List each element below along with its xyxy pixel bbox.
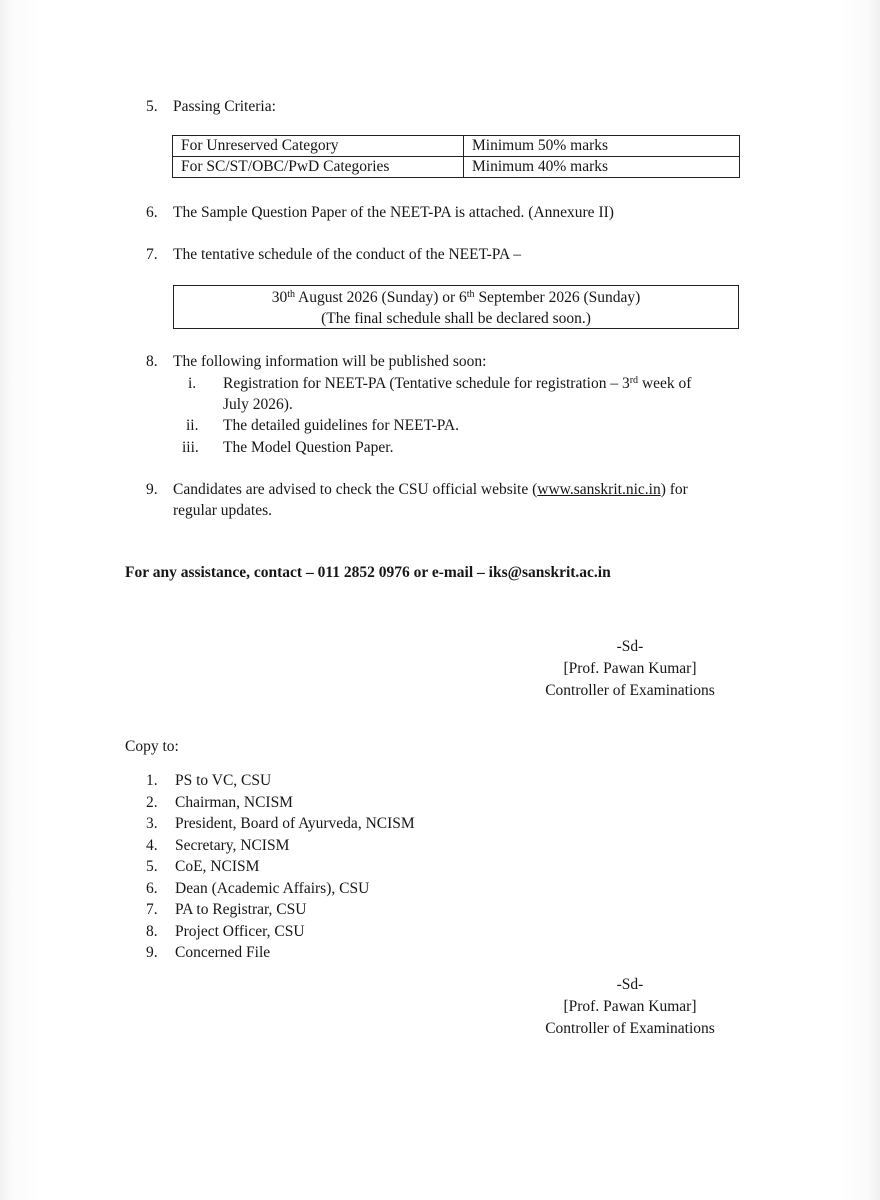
subitem-ii-number: ii. — [186, 417, 199, 434]
list-item: 7. PA to Registrar, CSU — [146, 901, 307, 918]
signature-block — [520, 974, 740, 1040]
subitem-iii-text: The Model Question Paper. — [223, 439, 394, 456]
item-9-number: 9. — [146, 481, 158, 498]
contact-line: For any assistance, contact – 011 2852 0976 or e-mail – iks@sanskrit.ac.in — [125, 564, 611, 581]
list-item: 6. Dean (Academic Affairs), CSU — [146, 879, 370, 897]
subitem-i-text: Registration for NEET-PA (Tentative schedule for registration – 3rd week of — [223, 375, 692, 392]
schedule-dates: 30th August 2026 (Sunday) or 6th September 2026 (Sunday) — [271, 289, 641, 306]
signature-sd: -Sd- — [616, 976, 644, 993]
item-8-text: The following information will be published soon: — [173, 353, 487, 370]
item-9-text: Candidates are advised to check the CSU official website (www.sanskrit.nic.in) for — [173, 481, 688, 498]
copy-to-heading: Copy to: — [125, 738, 179, 755]
item-6-number: 6. — [146, 204, 158, 221]
signature-sd: -Sd- — [616, 638, 644, 655]
schedule-box — [173, 285, 739, 329]
signature-block — [520, 636, 740, 702]
list-item: 8. Project Officer, CSU — [146, 922, 305, 940]
item-7-number: 7. — [146, 246, 158, 263]
subitem-iii-number: iii. — [182, 439, 199, 456]
signatory-designation: Controller of Examinations — [545, 682, 715, 699]
website-link[interactable]: www.sanskrit.nic.in — [537, 481, 661, 498]
subitem-i-number: i. — [188, 375, 197, 392]
copy-to-list — [146, 770, 415, 964]
requirement-cell: Minimum 50% marks — [464, 136, 740, 157]
signatory-name: [Prof. Pawan Kumar] — [563, 998, 697, 1015]
table-row — [173, 157, 740, 178]
signatory-designation: Controller of Examinations — [545, 1020, 715, 1037]
category-cell: For Unreserved Category — [173, 136, 464, 157]
category-cell: For SC/ST/OBC/PwD Categories — [173, 157, 464, 178]
list-item: 2. Chairman, NCISM — [146, 793, 293, 811]
passing-criteria-table — [172, 135, 740, 178]
schedule-note: (The final schedule shall be declared soon.) — [321, 310, 591, 327]
list-item: 4. Secretary, NCISM — [146, 836, 290, 854]
subitem-i-text-line2: July 2026). — [223, 396, 293, 413]
list-item: 1. PS to VC, CSU — [146, 772, 272, 789]
table-row — [173, 136, 740, 157]
item-7-text: The tentative schedule of the conduct of the NEET-PA – — [173, 246, 521, 263]
list-item: 3. President, Board of Ayurveda, NCISM — [146, 815, 415, 832]
list-item: 9. Concerned File — [146, 944, 271, 961]
requirement-cell: Minimum 40% marks — [464, 157, 740, 178]
signatory-name: [Prof. Pawan Kumar] — [563, 660, 697, 677]
item-8-number: 8. — [146, 353, 158, 370]
item-9-text-line2: regular updates. — [173, 502, 272, 519]
item-5-text: Passing Criteria: — [173, 98, 276, 115]
list-item: 5. CoE, NCISM — [146, 858, 260, 875]
subitem-ii-text: The detailed guidelines for NEET-PA. — [223, 417, 460, 434]
item-6-text: The Sample Question Paper of the NEET-PA is attached. (Annexure II) — [173, 204, 614, 221]
item-5-number: 5. — [146, 98, 158, 115]
